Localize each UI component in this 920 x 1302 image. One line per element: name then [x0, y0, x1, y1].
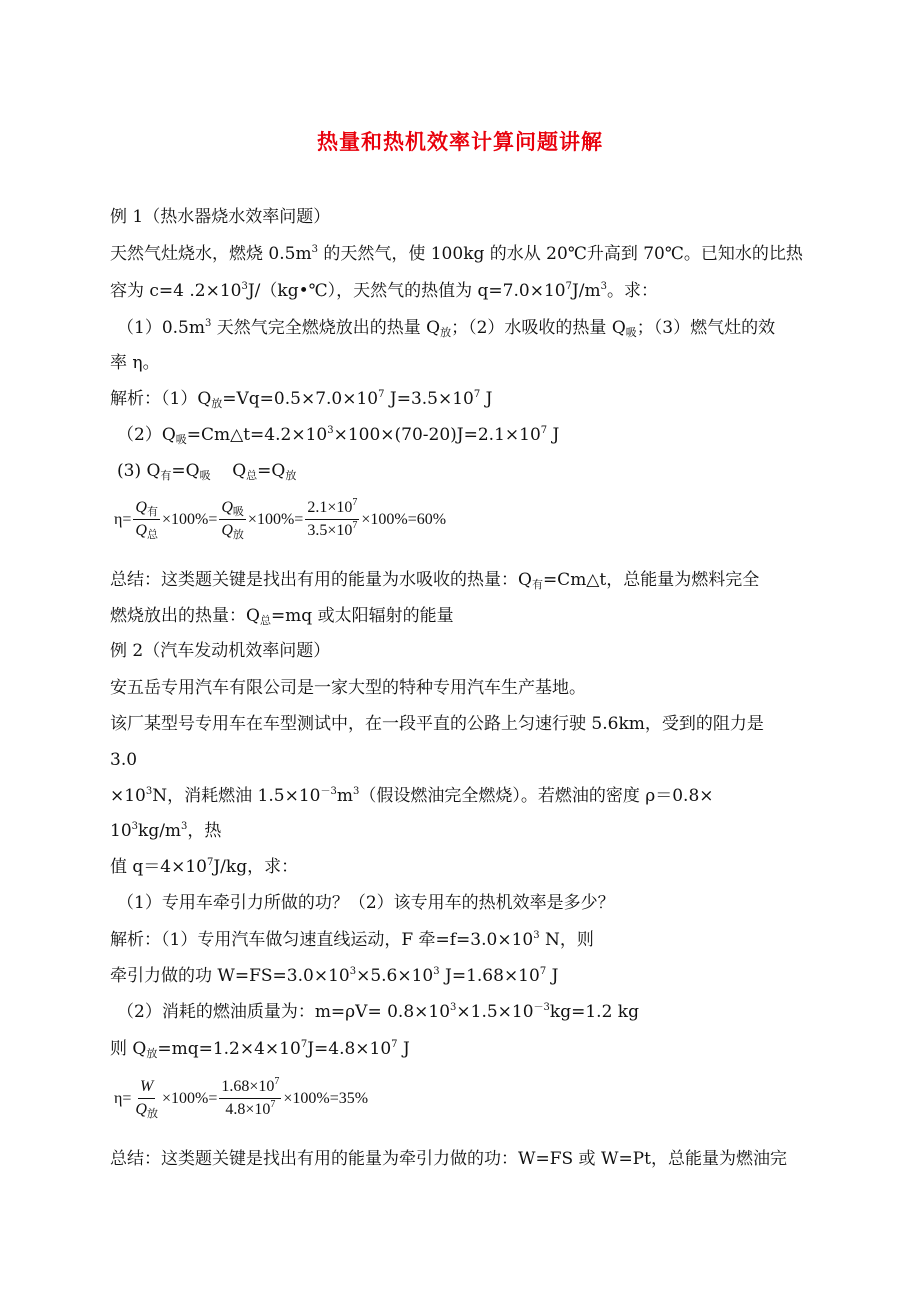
fraction: $\frac{1.68\times 10^7}{4.8\times 10^7}$ — [221, 1076, 280, 1118]
text-line: 容为 c=4 $.2\times 10^3J/(kg•℃)$，天然气的热值为 $q=7.0\times 10^7J/m^3$。求： — [110, 281, 658, 301]
efficiency-formula-1: η = $\frac{Q_有}{Q_总}$ ×100% = $\frac{Q_吸}{Q_放}$ ×100% = $\frac{2.1\times 10^7}{3.5\times 10^7}$ ×100% =60% — [114, 497, 447, 541]
solution-line: 牵引力做的功 $W=FS=3.0\times 10^3\times 5.6\times 10^3$ $J=1.68\times 10^7$ J — [110, 966, 559, 986]
efficiency-formula-2: η = $\frac{W}{Q_放}$ ×100% = $\frac{1.68\times 10^7}{4.8\times 10^7}$ ×100% =35% — [114, 1076, 369, 1120]
text-line: 率 η。 — [110, 353, 160, 373]
fraction: $\frac{Q_有}{Q_总}$ — [135, 499, 158, 541]
fraction: $\frac{W}{Q_放}$ — [135, 1078, 158, 1120]
example-2-heading: 例 2（汽车发动机效率问题） — [110, 641, 331, 661]
text-line: 天然气灶烧水，燃烧 $0.5m^3$ 的天然气，使 100kg 的水从 20℃升高到 70℃。已知水的比热 — [110, 244, 803, 264]
text-line: 值 $q=4\times 10^7J/kg$，求： — [110, 857, 299, 877]
summary-line: 燃烧放出的热量：$Q_总=mq$ 或太阳辐射的能量 — [110, 606, 454, 627]
text-line: $10^3kg/m^3$，热 — [110, 821, 222, 841]
text-line: $\times 10^3N$，消耗燃油 $1.5\times 10^{-3}m^3$（假设燃油完全燃烧）。若燃油的密度 ρ＝0.8× — [110, 786, 714, 806]
question-line: （1）专用车牵引力所做的功？（2）该专用车的热机效率是多少？ — [117, 893, 615, 913]
example-1-heading: 例 1（热水器烧水效率问题） — [110, 207, 331, 227]
solution-line: $(2)Q_吸=Cm\triangle t=4.2\times 10^3\times 100\times(70-20)J=2.1\times 10^7$ J — [117, 425, 560, 446]
summary-line: 总结：这类题关键是找出有用的能量为牵引力做的功：W=FS 或 W=Pt，总能量为燃油完 — [110, 1149, 787, 1169]
fraction: $\frac{Q_吸}{Q_放}$ — [221, 499, 244, 541]
solution-line: 则 $Q_放=mq=1.2\times 4\times 10^7J=4.8\times 10^7$ J — [110, 1039, 410, 1060]
summary-line: 总结：这类题关键是找出有用的能量为水吸收的热量：$Q_有=Cm\triangle t$，总能量为燃料完全 — [110, 570, 760, 591]
text-line: 该厂某型号专用车在车型测试中，在一段平直的公路上匀速行驶 5.6km，受到的阻力是 — [110, 714, 764, 734]
solution-line: （2）消耗的燃油质量为：$m=\rho V= 0.8\times 10^3\times 1.5\times 10^{-3}kg=1.2$ kg — [117, 1002, 639, 1022]
question-line: $(1)0.5m^3$ 天然气完全燃烧放出的热量 $Q_放$；（2）水吸收的热量 $Q_吸$；（3）燃气灶的效 — [117, 318, 776, 339]
page-title: 热量和热机效率计算问题讲解 — [317, 129, 603, 154]
solution-line: 解析：$(1)Q_放=Vq=0.5\times 7.0\times 10^7$ $J=3.5\times 10^7$ J — [110, 389, 493, 410]
fraction: $\frac{2.1\times 10^7}{3.5\times 10^7}$ — [307, 497, 358, 539]
solution-line: (3) $Q_有=Q_吸$ $Q_总=Q_放$ — [117, 461, 297, 482]
solution-line: 解析：（1）专用汽车做匀速直线运动，F 牵$=f=3.0\times 10^3$ N，则 — [110, 930, 594, 950]
text-line: 安五岳专用汽车有限公司是一家大型的特种专用汽车生产基地。 — [110, 678, 586, 698]
text-line: 3.0 — [110, 750, 138, 770]
